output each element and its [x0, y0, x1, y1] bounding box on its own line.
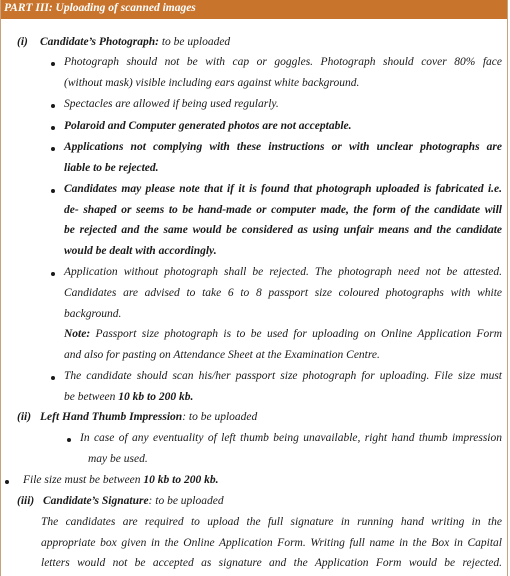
- thumb-heading-line: [40, 411, 257, 423]
- photo-scan-line-2: [64, 391, 193, 403]
- photo-bullet-6-line-2: Candidates are advised to take 6 to 8 passport size coloured photographs with white: [64, 287, 502, 299]
- photo-bullet-5-line-3: be rejected and the same would be considered as using unfair means and the candidate: [64, 224, 502, 236]
- photo-bullet-5-line-1: Candidates may please note that if it is found that photograph uploaded is fabricated i.e.: [64, 183, 502, 195]
- thumb-bullet-line-2: may be used.: [88, 453, 148, 465]
- bullet-icon: [51, 62, 55, 66]
- bullet-icon: [67, 438, 71, 442]
- photo-bullet-1-line-2: (without mask) visible including ears against white background.: [64, 77, 360, 89]
- bullet-icon: [51, 104, 55, 108]
- signature-heading: Candidate’s Signature: [43, 495, 149, 507]
- signature-heading-rest: : to be uploaded: [148, 495, 224, 507]
- photo-scan-end: .: [190, 391, 194, 403]
- photo-bullet-2-line-1: Spectacles are allowed if being used regularly.: [64, 98, 279, 110]
- photo-heading-rest: to be uploaded: [158, 36, 231, 48]
- signature-line-1: The candidates are required to upload the full signature in running hand writing in the: [41, 516, 502, 528]
- photo-bullet-4-line-1: Applications not complying with these instructions or with unclear photographs are: [64, 141, 502, 153]
- bullet-icon: [51, 189, 55, 193]
- thumb-heading-rest: : to be uploaded: [182, 411, 258, 423]
- photo-bullet-6-line-1: Application without photograph shall be rejected. The photograph need not be attested.: [64, 266, 502, 278]
- signature-heading-line: [43, 495, 224, 507]
- photo-bullet-5-line-4: would be dealt with accordingly.: [64, 245, 217, 257]
- signature-line-2: appropriate box given in the Online Application Form. Writing full name in the Box in Capital: [41, 537, 502, 549]
- photo-bullet-5-line-2: de- shaped or seems to be hand-made or computer made, the form of the candidate will: [64, 204, 502, 216]
- photo-note-line-1: [64, 328, 502, 340]
- bullet-icon: [51, 147, 55, 151]
- bullet-icon: [51, 376, 55, 380]
- bullet-icon: [51, 126, 55, 130]
- photo-note-line-2: and also for pasting on Attendance Sheet at the Examination Centre.: [64, 349, 380, 361]
- thumb-size-value: 10 kb to 200 kb: [143, 474, 216, 486]
- thumb-size-end: .: [215, 474, 219, 486]
- photo-scan-text: be between: [64, 391, 119, 403]
- photo-heading-line: [40, 36, 230, 48]
- photo-scan-size: 10 kb to 200 kb: [118, 391, 191, 403]
- photo-bullet-1-line-1: Photograph should not be with cap or goggles. Photograph should cover 80% face: [64, 56, 502, 68]
- photo-bullet-6-line-3: background.: [64, 308, 122, 320]
- thumb-heading: Left Hand Thumb Impression: [40, 411, 183, 423]
- item-marker-ii: (ii): [17, 411, 32, 423]
- item-marker-iii: (iii): [17, 495, 35, 507]
- bullet-icon: [51, 272, 55, 276]
- photo-bullet-4-line-2: liable to be rejected.: [64, 162, 159, 174]
- bullet-icon: [5, 480, 9, 484]
- photo-scan-line-1: The candidate should scan his/her passport size photograph for uploading. File size must: [64, 370, 502, 382]
- item-marker-i: (i): [17, 36, 28, 48]
- thumb-size-line: [23, 474, 218, 486]
- section-header: PART III: Uploading of scanned images: [1, 0, 507, 19]
- photo-note-label: Note:: [64, 328, 91, 340]
- photo-bullet-3-line-1: Polaroid and Computer generated photos are not acceptable.: [64, 120, 352, 132]
- photo-heading: Candidate’s Photograph:: [40, 36, 159, 48]
- photo-note-text-1: Passport size photograph is to be used for uploading on Online Application Form: [90, 328, 502, 340]
- signature-line-3: letters would not be accepted as signature and the Application Form would be rejected.: [41, 557, 502, 569]
- thumb-bullet-line-1: In case of any eventuality of left thumb being unavailable, right hand thumb impression: [80, 432, 502, 444]
- thumb-size-prefix: File size must be between: [23, 474, 144, 486]
